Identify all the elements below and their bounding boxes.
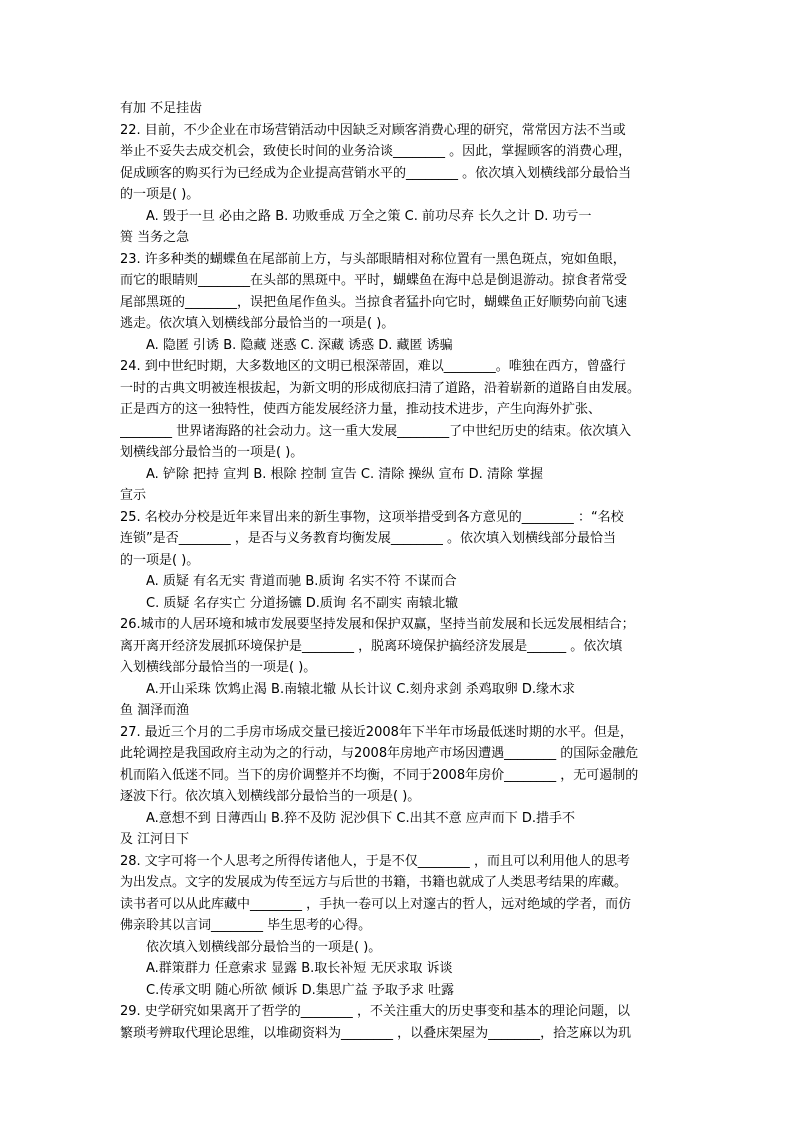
text-line: 依次填入划横线部分最恰当的一项是( )。	[146, 939, 382, 955]
text-line: 此轮调控是我国政府主动为之的行动，与2008年房地产市场因遭遇________ 的国际金融危	[120, 746, 639, 761]
text-line: 28. 文字可将一个人思考之所得传诸他人，于是不仅________ ，而且可以利用他人的思考	[120, 853, 630, 869]
text-line: 篑 当务之急	[120, 230, 190, 245]
text-line: A.群策群力 任意索求 显露 B.取长补短 无厌求取 诉谈	[146, 961, 453, 976]
text-line: 正是西方的这一独特性，使西方能发展经济力量，推动技术进步，产生向海外扩张、	[120, 402, 602, 417]
text-line: 27. 最近三个月的二手房市场成交量已接近2008年下半年市场最低迷时期的水平。但是，	[120, 724, 633, 740]
text-line: A.开山采珠 饮鸩止渴 B.南辕北辙 从长计议 C.刻舟求剑 杀鸡取卵 D.缘木求	[146, 681, 575, 697]
text-line: 入划横线部分最恰当的一项是( )。	[120, 660, 317, 675]
text-line: 举止不妥失去成交机会，致使长时间的业务洽谈________ 。因此，掌握顾客的消费心理，	[120, 144, 632, 159]
text-line: 繁琐考辨取代理论思维，以堆砌资料为________ ，以叠床架屋为________，拾芝麻以为玑	[120, 1025, 632, 1041]
text-line: 26.城市的人居环境和城市发展要坚持发展和保护双赢，坚持当前发展和长远发展相结合；	[120, 617, 635, 632]
text-line: 逐波下行。依次填入划横线部分最恰当的一项是( )。	[120, 789, 421, 804]
text-line: 机而陷入低迷不同。当下的房价调整并不均衡，不同于2008年房价________ ，无可遏制的	[120, 767, 639, 783]
text-line: A. 毁于一旦 必由之路 B. 功败垂成 万全之策 C. 前功尽弃 长久之计 D. 功亏一	[146, 208, 592, 224]
text-line: 鱼 涸泽而渔	[120, 703, 190, 718]
text-line: C. 质疑 名存实亡 分道扬镳 D.质询 名不副实 南辕北辙	[146, 595, 459, 611]
text-line: A.意想不到 日薄西山 B.猝不及防 泥沙俱下 C.出其不意 应声而下 D.措手不	[146, 810, 575, 826]
text-line: 而它的眼睛则________在头部的黑斑中。平时，蝴蝶鱼在海中总是倒退游动。掠食者常受	[120, 273, 628, 288]
text-line: 佛亲聆其以言词________ 毕生思考的心得。	[120, 918, 372, 933]
text-line: 有加 不足挂齿	[120, 101, 203, 116]
text-line: 尾部黑斑的________，误把鱼尾作鱼头。当掠食者猛扑向它时，蝴蝶鱼正好顺势向前飞速	[120, 294, 628, 310]
text-line: 的一项是( )。	[120, 552, 200, 568]
document-body	[120, 98, 680, 1044]
text-line: 29. 史学研究如果离开了哲学的________ ，不关注重大的历史事变和基本的理论问题，以	[120, 1004, 630, 1019]
text-line: ________ 世界诸海路的社会动力。这一重大发展________了中世纪历史的结束。依次填入	[120, 423, 632, 439]
text-line: 划横线部分最恰当的一项是( )。	[120, 445, 304, 460]
text-line: 24. 到中世纪时期，大多数地区的文明已根深蒂固，难以________。唯独在西方，曾盛行	[120, 359, 626, 374]
text-line: 连锁”是否________ ，是否与义务教育均衡发展________ 。依次填入划横线部分最恰当	[120, 531, 616, 546]
text-line: 促成顾客的购买行为已经成为企业提高营销水平的________ 。依次填入划横线部分最恰当	[120, 165, 632, 181]
text-line: 22. 目前，不少企业在市场营销活动中因缺乏对顾客消费心理的研究，常常因方法不当或	[120, 122, 626, 138]
text-line: 25. 名校办分校是近年来冒出来的新生事物，这项举措受到各方意见的________ ：“名校	[120, 509, 624, 525]
text-line: A. 隐匿 引诱 B. 隐藏 迷惑 C. 深藏 诱惑 D. 藏匿 诱骗	[146, 337, 453, 353]
text-line: 逃走。依次填入划横线部分最恰当的一项是( )。	[120, 316, 395, 331]
text-line: 宣示	[120, 488, 147, 503]
text-line: 一时的古典文明被连根拔起，为新文明的形成彻底扫清了道路，沿着崭新的道路自由发展。	[120, 380, 641, 396]
text-line: 离开离开经济发展抓环境保护是________ ，脱离环境保护搞经济发展是______ 。依次填	[120, 638, 623, 654]
text-line: 及 江河日下	[120, 832, 190, 847]
text-line: 为出发点。文字的发展成为传至远方与后世的书籍，书籍也就成了人类思考结果的库藏。	[120, 875, 628, 890]
text-line: 的一项是( )。	[120, 187, 200, 202]
text-line: A. 铲除 把持 宣判 B. 根除 控制 宣告 C. 清除 操纵 宣布 D. 清除 掌握	[146, 466, 544, 482]
text-line: C.传承文明 随心所欲 倾诉 D.集思广益 予取予求 吐露	[146, 982, 455, 998]
text-line: A. 质疑 有名无实 背道而驰 B.质询 名实不符 不谋而合	[146, 574, 457, 589]
text-line: 23. 许多种类的蝴蝶鱼在尾部前上方，与头部眼睛相对称位置有一黑色斑点，宛如鱼眼，	[120, 251, 626, 267]
text-line: 读书者可以从此库藏中________ ，手执一卷可以上对邃古的哲人，远对绝域的学者，而仿	[120, 896, 632, 912]
